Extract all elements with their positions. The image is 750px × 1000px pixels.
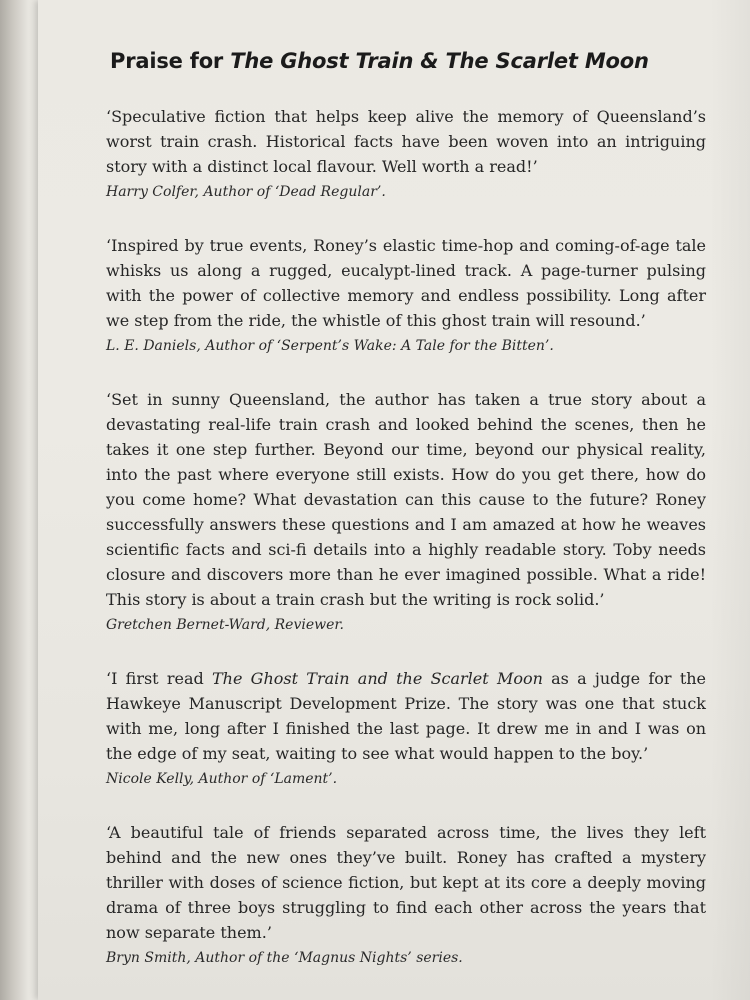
quote-attribution: Gretchen Bernet-Ward, Reviewer. [106,617,344,633]
quote-text [106,666,706,766]
quote-book-title: The Ghost Train and the Scarlet Moon [212,669,543,688]
quote-text: ‘Speculative fiction that helps keep alive the memory of Queensland’s worst train crash. Historical facts have been woven into an intriguing story with a distinct local flavour. Well worth a read!’ [106,107,706,176]
quote-text: ‘A beautiful tale of friends separated across time, the lives they left behind and the new ones they’ve built. Roney has crafted a mystery thriller with doses of science fiction, but kept at its core a deeply moving drama of three boys struggling to find each other across the years that now separate them.’ [106,823,706,942]
quote-text-prefix: ‘I first read [106,669,212,688]
review-quote-3 [106,387,706,636]
quote-text-suffix: as a judge for the Hawkeye Manuscript Development Prize. The story was one that stuck with me, long after I finished the last page. It drew me in and I was on the edge of my seat, waiting to see what would happen to the boy.’ [106,669,707,763]
review-quote-5 [106,820,706,969]
review-quote-2 [106,233,706,357]
book-page [38,0,750,1000]
quote-attribution: Bryn Smith, Author of the ‘Magnus Nights’ series. [106,950,463,966]
heading-book-title: The Ghost Train & The Scarlet Moon [230,49,649,73]
quote-attribution: L. E. Daniels, Author of ‘Serpent’s Wake: A Tale for the Bitten’. [106,338,554,354]
quote-text: ‘Set in sunny Queensland, the author has taken a true story about a devastating real-life train crash and looked behind the scenes, then he takes it one step further. Beyond our time, beyond our physical reality, into the past where everyone still exists. How do you get there, how do you come home? What devastation can this cause to the future? Roney successfully answers these questions and I am amazed at how he weaves scientific facts and sci-fi details into a highly readable story. Toby needs closure and discovers more than he ever imagined possible. What a ride! This story is about a train crash but the writing is rock solid.’ [106,390,706,609]
page-heading [110,48,706,74]
quote-attribution: Nicole Kelly, Author of ‘Lament’. [106,771,338,787]
book-spine-edge [0,0,40,1000]
quote-attribution: Harry Colfer, Author of ‘Dead Regular’. [106,184,386,200]
review-quote-4 [106,666,706,790]
page-content [106,48,706,999]
quote-text: ‘Inspired by true events, Roney’s elastic time-hop and coming-of-age tale whisks us along a rugged, eucalypt-lined track. A page-turner pulsing with the power of collective memory and endless possibility. Long after we step from the ride, the whistle of this ghost train will resound.’ [106,236,706,330]
heading-prefix: Praise for [110,49,231,73]
review-quote-1 [106,104,706,203]
